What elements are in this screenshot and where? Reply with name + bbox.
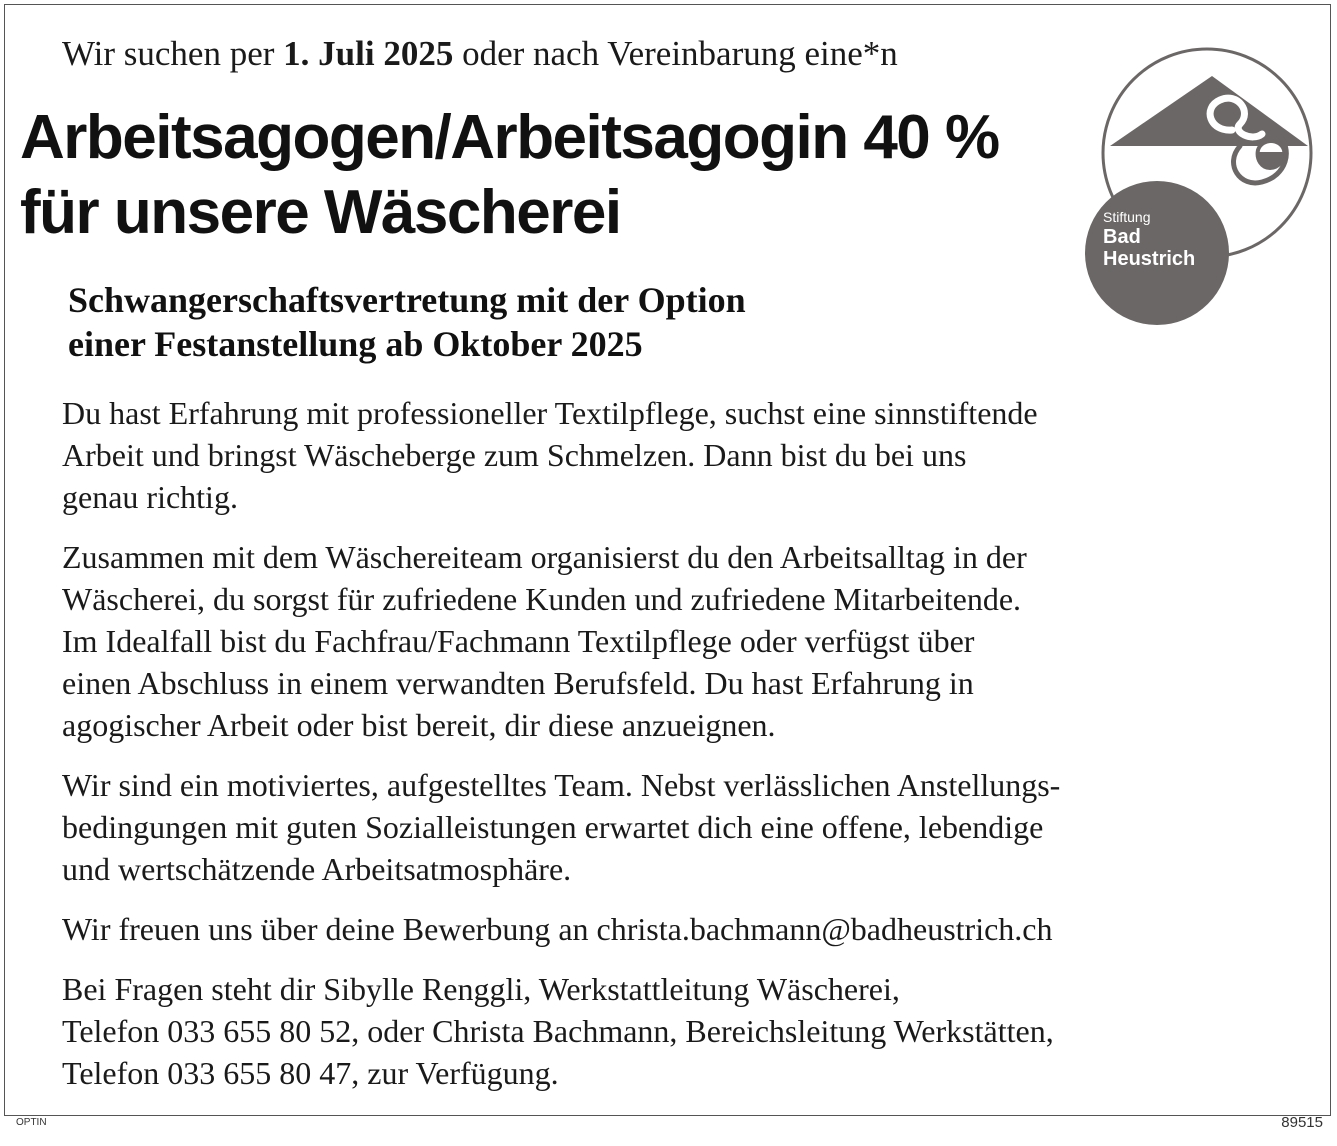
job-title-line: Arbeitsagogen/Arbeitsagogin 40 % [20, 103, 999, 172]
intro-line [62, 32, 1082, 76]
intro-suffix: oder nach Vereinbarung eine*n [453, 34, 898, 73]
job-subtitle [68, 278, 1048, 366]
job-title [20, 100, 1100, 250]
logo-text-bad: Bad [1103, 226, 1141, 248]
logo-text-heustrich: Heustrich [1103, 248, 1196, 270]
text-line: Wäscherei, du sorgst für zufriedene Kunden und zufriedene Mitarbeitende. [62, 581, 1022, 617]
application-email-line: Wir freuen uns über deine Bewerbung an christa.bachmann@badheustrich.ch [62, 911, 1053, 947]
job-title-line: für unsere Wäscherei [20, 178, 621, 247]
subtitle-line: Schwangerschaftsvertretung mit der Option [68, 280, 746, 320]
start-date: 1. Juli 2025 [283, 34, 454, 73]
paragraph-application [62, 908, 1324, 950]
text-line: Du hast Erfahrung mit professioneller Textilpflege, suchst eine sinnstiftende [62, 395, 1038, 431]
paragraph-contact [62, 968, 1324, 1094]
text-line: Arbeit und bringst Wäscheberge zum Schmelzen. Dann bist du bei uns [62, 437, 967, 473]
text-line: bedingungen mit guten Sozialleistungen erwartet dich eine offene, lebendige [62, 809, 1044, 845]
text-line: Wir sind ein motiviertes, aufgestelltes Team. Nebst verlässlichen Anstellungs- [62, 767, 1061, 803]
paragraph-experience [62, 392, 1324, 518]
footer-ad-number: 89515 [1281, 1114, 1323, 1131]
footer-source-label: OPTIN [16, 1117, 47, 1128]
text-line: agogischer Arbeit oder bist bereit, dir diese anzueignen. [62, 707, 776, 743]
ad-body [62, 392, 1324, 1094]
text-line: Telefon 033 655 80 52, oder Christa Bachmann, Bereichsleitung Werkstätten, [62, 1013, 1054, 1049]
stiftung-bad-heustrich-logo [1082, 38, 1332, 338]
text-line: Im Idealfall bist du Fachfrau/Fachmann Textilpflege oder verfügst über [62, 623, 975, 659]
logo-text-stiftung: Stiftung [1103, 209, 1151, 225]
subtitle-line: einer Festanstellung ab Oktober 2025 [68, 324, 643, 364]
text-line: Bei Fragen steht dir Sibylle Renggli, Werkstattleitung Wäscherei, [62, 971, 900, 1007]
paragraph-tasks [62, 536, 1324, 746]
text-line: genau richtig. [62, 479, 238, 515]
logo-text [1103, 208, 1243, 270]
text-line: und wertschätzende Arbeitsatmosphäre. [62, 851, 572, 887]
paragraph-team [62, 764, 1324, 890]
text-line: Zusammen mit dem Wäschereiteam organisierst du den Arbeitsalltag in der [62, 539, 1027, 575]
intro-prefix: Wir suchen per [62, 34, 284, 73]
text-line: einen Abschluss in einem verwandten Berufsfeld. Du hast Erfahrung in [62, 665, 974, 701]
text-line: Telefon 033 655 80 47, zur Verfügung. [62, 1055, 559, 1091]
